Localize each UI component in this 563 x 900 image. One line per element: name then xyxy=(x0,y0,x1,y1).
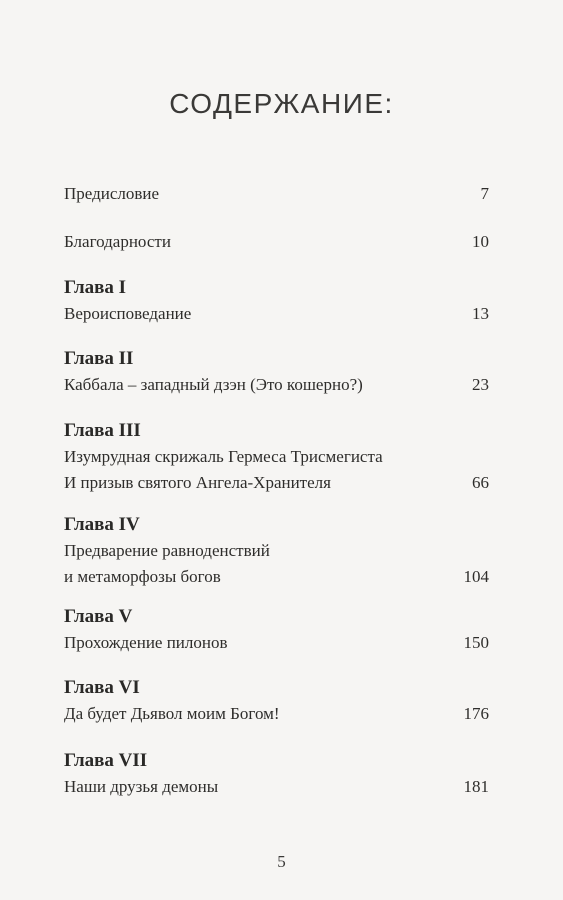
toc-entry-chapter-3 xyxy=(64,418,489,496)
toc-page-number: 66 xyxy=(472,473,489,492)
toc-entry-preface xyxy=(64,181,489,207)
toc-page-number: 104 xyxy=(463,567,489,586)
chapter-label: Глава VII xyxy=(64,750,148,771)
page-title: СОДЕРЖАНИЕ: xyxy=(169,88,394,119)
chapter-label: Глава IV xyxy=(64,514,140,535)
toc-entry-chapter-6 xyxy=(64,675,489,727)
toc-entry-title: Предисловие 7 xyxy=(64,181,489,207)
toc-page-number: 176 xyxy=(463,704,489,723)
toc-entry-title: Благодарности 10 xyxy=(64,229,489,255)
toc-entry-title: Прохождение пилонов 150 xyxy=(64,630,489,656)
toc-entry-title: и метаморфозы богов 104 xyxy=(64,564,489,590)
page-number-footer: 5 xyxy=(277,852,286,871)
toc-entry-title: Наши друзья демоны 181 xyxy=(64,774,489,800)
chapter-label: Глава II xyxy=(64,348,134,369)
toc-page-number: 13 xyxy=(472,304,489,323)
toc-entry-title: Вероисповедание 13 xyxy=(64,301,489,327)
toc-entry-title: Да будет Дьявол моим Богом! 176 xyxy=(64,701,489,727)
toc-entry-chapter-2 xyxy=(64,346,489,398)
toc-page-number: 181 xyxy=(463,777,489,796)
toc-entry-chapter-1 xyxy=(64,275,489,327)
chapter-label: Глава VI xyxy=(64,677,140,698)
toc-entry-title: Изумрудная скрижаль Гермеса Трисмегиста xyxy=(64,447,383,466)
toc-entry-chapter-5 xyxy=(64,604,489,656)
toc-entry-title: Предварение равноденствий xyxy=(64,541,270,560)
chapter-label: Глава III xyxy=(64,420,141,441)
chapter-label: Глава V xyxy=(64,606,133,627)
toc-entry-acknowledgements xyxy=(64,229,489,255)
toc-entry-title: И призыв святого Ангела-Хранителя 66 xyxy=(64,470,489,496)
toc-entry-chapter-7 xyxy=(64,748,489,800)
toc-page-number: 7 xyxy=(480,184,489,203)
toc-page-number: 10 xyxy=(472,232,489,251)
chapter-label: Глава I xyxy=(64,277,127,298)
toc-page-number: 150 xyxy=(463,633,489,652)
toc-entry-chapter-4 xyxy=(64,512,489,590)
toc-entry-title: Каббала – западный дзэн (Это кошерно?) 23 xyxy=(64,372,489,398)
toc-page-number: 23 xyxy=(472,375,489,394)
